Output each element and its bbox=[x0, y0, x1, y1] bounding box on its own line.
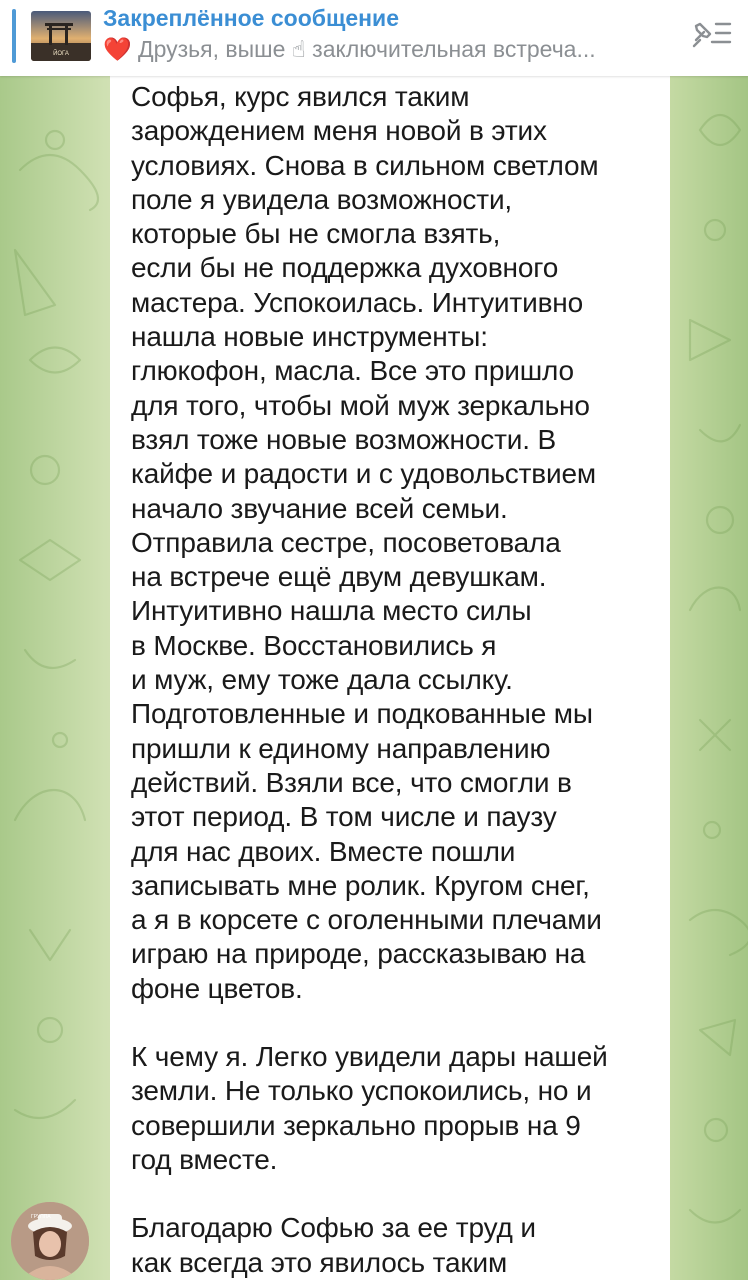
sender-avatar[interactable] bbox=[11, 1202, 89, 1280]
pinned-thumbnail-caption: ЙОГА bbox=[53, 51, 69, 57]
pinned-thumbnail bbox=[31, 11, 91, 61]
pinned-accent-bar bbox=[12, 9, 16, 63]
message-paragraph-1: Софья, курс явился таким зарождением меня новой в этих условиях. Снова в сильном светлом поле я увидела возможности, которые бы не смогла взять, если бы не поддержка духовного мастера. Успокоилась. Интуитивно нашла новые инструменты: глюкофон, масла. Все это пришло для того, чтобы мой муж зеркально взял тоже новые возможности. В кайфе и радости и с удовольствием начало звучание всей семьи. Отправила сестре, посоветовала на встрече ещё двум девушкам. Интуитивно нашла место силы в Москве. Восстановились я и муж, ему тоже дала ссылку. Подготовленные и подкованные мы пришли к единому направлению действий. Взяли все, что смогли в этот период. В том числе и паузу для нас двоих. Вместе пошли записывать мне ролик. Кругом снег, а я в корсете с оголенными плечами играю на природе, рассказываю на фоне цветов. bbox=[131, 81, 602, 1004]
pinned-message-bar[interactable] bbox=[0, 0, 748, 76]
pinned-list-icon[interactable] bbox=[690, 16, 734, 52]
pinned-preview bbox=[103, 36, 673, 63]
message-paragraph-3: Благодарю Софью за ее труд и как всегда это явилось таким bbox=[131, 1212, 536, 1278]
avatar-caption: ГРУППА bbox=[31, 1214, 51, 1220]
heart-emoji: ❤️ bbox=[103, 36, 132, 62]
pinned-preview-text: Друзья, выше ☝ заключительная встреча... bbox=[138, 36, 596, 62]
message-text bbox=[131, 80, 651, 1280]
message-paragraph-2: К чему я. Легко увидели дары нашей земли. Не только успокоились, но и совершили зеркально прорыв на 9 год вместе. bbox=[131, 1041, 608, 1175]
pinned-title: Закреплённое сообщение bbox=[103, 5, 399, 31]
